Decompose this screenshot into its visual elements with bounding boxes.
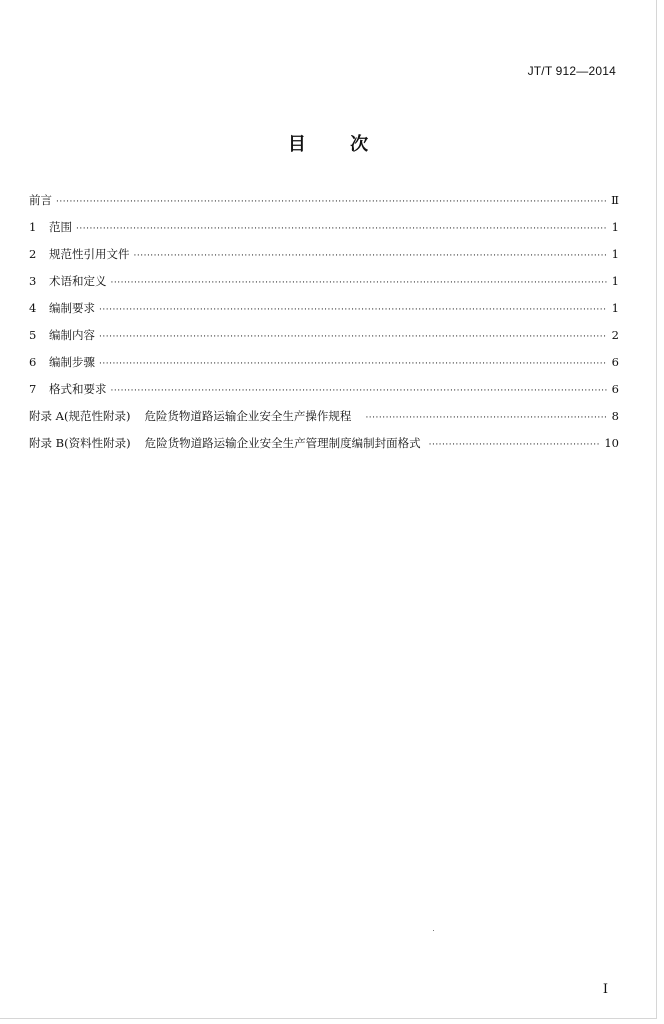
appendix-title: 危险货物道路运输企业安全生产管理制度编制封面格式: [144, 436, 421, 450]
toc-entry-appendix-a[interactable]: [29, 408, 619, 435]
toc-title-char-1: 目: [287, 134, 306, 155]
toc-entry-5[interactable]: [29, 327, 619, 354]
toc-entry-page: 1: [611, 247, 619, 261]
toc-entry-label: 前言: [29, 193, 52, 207]
toc-leader-dots: [111, 278, 608, 288]
toc-entry-4[interactable]: [29, 300, 619, 327]
appendix-heading: 附录 B(资料性附录): [29, 436, 131, 450]
toc-leader-dots: [99, 359, 607, 369]
toc-entry-appendix-b[interactable]: [29, 435, 619, 462]
toc-entry-page: 2: [611, 328, 619, 342]
toc-entry-page: 8: [611, 409, 619, 423]
toc-leader-dots: [111, 386, 608, 396]
toc-entry-number: 1: [29, 220, 37, 234]
toc-title-char-2: 次: [350, 134, 369, 155]
toc-entry-label: [29, 435, 421, 451]
appendix-title: 危险货物道路运输企业安全生产操作规程: [144, 409, 352, 423]
toc-entry-number: 5: [29, 328, 37, 342]
toc-leader-dots: [56, 197, 607, 207]
scan-speck: [433, 930, 434, 931]
toc-entry-7[interactable]: [29, 381, 619, 408]
toc-entry-number: 6: [29, 355, 37, 369]
toc-entry-page: 6: [611, 355, 619, 369]
toc-leader-dots: [76, 224, 607, 234]
toc-entry-3[interactable]: [29, 273, 619, 300]
toc-entry-number: 3: [29, 274, 37, 288]
toc-entry-label: [29, 408, 351, 424]
toc-entry-label: 格式和要求: [49, 382, 107, 396]
toc-entry-page: 1: [611, 220, 619, 234]
toc-entry-page: 1: [611, 274, 619, 288]
toc-entry-number: 4: [29, 301, 37, 315]
toc-leader-dots: [99, 332, 607, 342]
toc-entry-label: 编制要求: [49, 301, 95, 315]
toc-entry-page: Ⅱ: [611, 193, 619, 207]
toc-leader-dots: [134, 251, 608, 261]
toc-entry-2[interactable]: [29, 246, 619, 273]
appendix-heading: 附录 A(规范性附录): [29, 409, 131, 423]
toc-entry-page: 10: [604, 436, 619, 450]
toc-entry-number: 7: [29, 382, 37, 396]
page-number: I: [602, 982, 608, 997]
standard-code: JT/T 912—2014: [527, 64, 616, 78]
toc-entry-label: 规范性引用文件: [49, 247, 130, 261]
toc-entry-label: 编制步骤: [49, 355, 95, 369]
toc-leader-dots: [429, 440, 601, 450]
table-of-contents: [29, 192, 619, 462]
toc-entry-page: 1: [611, 301, 619, 315]
toc-entry-6[interactable]: [29, 354, 619, 381]
toc-entry-number: 2: [29, 247, 37, 261]
toc-entry-foreword[interactable]: [29, 192, 619, 219]
toc-title: [0, 130, 656, 156]
toc-leader-dots: [365, 413, 607, 423]
toc-leader-dots: [99, 305, 607, 315]
toc-entry-label: 编制内容: [49, 328, 95, 342]
toc-entry-1[interactable]: [29, 219, 619, 246]
toc-entry-label: 术语和定义: [49, 274, 107, 288]
toc-entry-page: 6: [611, 382, 619, 396]
toc-entry-label: 范围: [49, 220, 72, 234]
